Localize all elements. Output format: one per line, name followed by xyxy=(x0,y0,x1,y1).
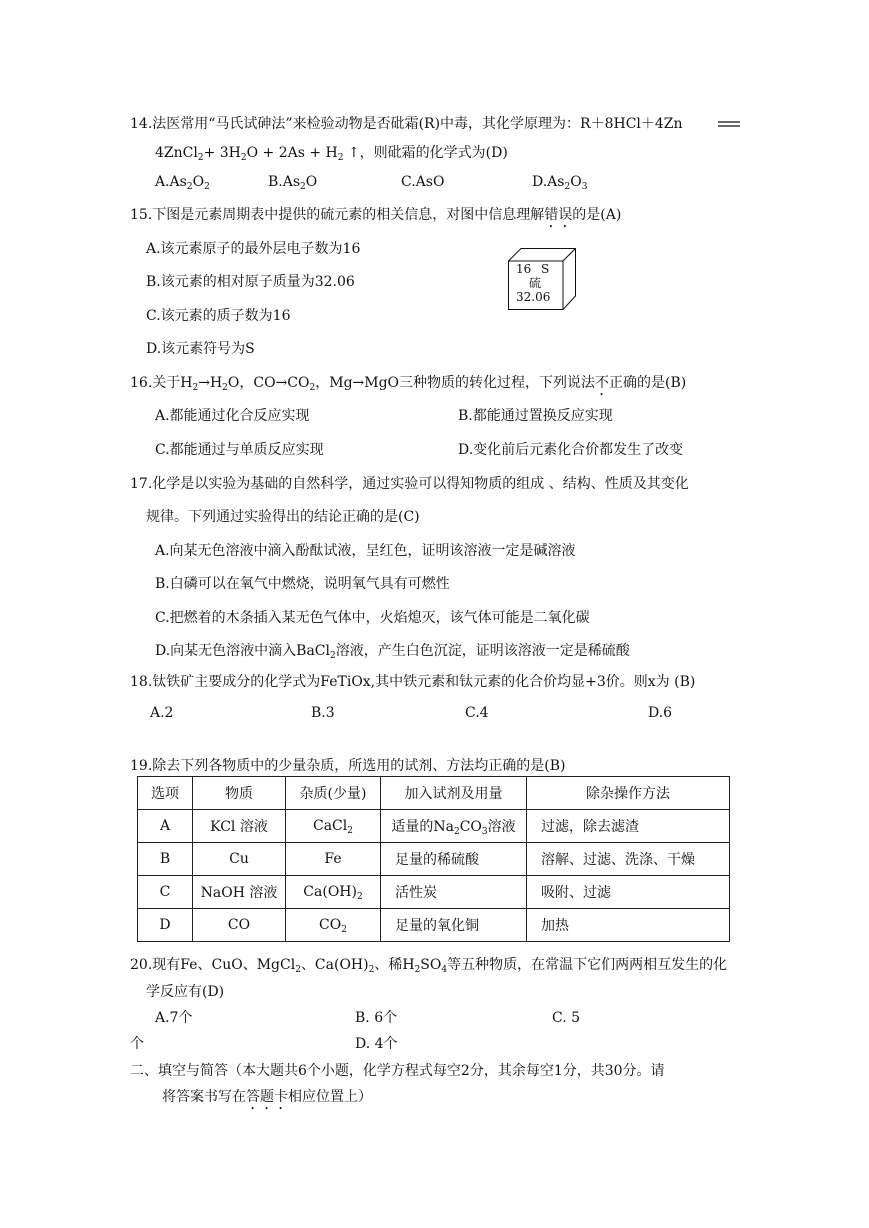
emphasis-text: 错误 xyxy=(544,207,573,223)
table-cell: NaOH 溶液 xyxy=(193,876,286,909)
q20-stem-line1: 20.现有Fe、CuO、MgCl$_2$、$Ca(OH)_2$、稀$H_2SO_4$等五种物质，在常温下它们两两相互发生的化 xyxy=(130,957,728,975)
q20-option-d: D. 4个 xyxy=(355,1036,398,1052)
q14-stem-text: 14.法医常用“马氏试砷法”来检验动物是否砒霜(R)中毒，其化学原理为：R＋8HCl＋4Zn xyxy=(130,116,683,132)
q16-stem: 16.关于$H_2\to H_2O$，$CO\to CO_2$，Mg→MgO三种物质的转化过程，下列说法不正确的是(B) xyxy=(130,375,687,393)
q14-stem-line1 xyxy=(130,114,683,134)
q14-option-d: $D.As_2O_3$ xyxy=(532,174,588,192)
q20-stem-line2: 学反应有(D) xyxy=(146,984,225,1000)
table-cell: 吸附、过滤 xyxy=(527,876,730,909)
table-row xyxy=(138,810,730,843)
q17-stem-line1: 17.化学是以实验为基础的自然科学，通过实验可以得知物质的组成 、结构、性质及其变化 xyxy=(130,476,689,492)
q18-option-b: B.3 xyxy=(311,705,335,721)
header-cell: 除杂操作方法 xyxy=(527,777,730,810)
table-cell: 适量的$Na_2CO_3$溶液 xyxy=(381,810,527,843)
table-cell: CO xyxy=(193,909,286,942)
section-2-instruction: 将答案书写在答题卡相应位置上） xyxy=(162,1089,372,1105)
q17-option-b: B.白磷可以在氧气中燃烧，说明氧气具有可燃性 xyxy=(155,576,450,592)
q14-option-a: $A.As_2O_2$ xyxy=(155,174,210,192)
periodic-element-cell xyxy=(508,248,576,310)
table-cell: KCl 溶液 xyxy=(193,810,286,843)
q16-option-c: C.都能通过与单质反应实现 xyxy=(155,442,324,458)
q20-option-b: B. 6个 xyxy=(355,1010,398,1026)
q18-option-c: C.4 xyxy=(465,705,489,721)
table-cell: $Ca(OH)_2$ xyxy=(286,876,381,909)
table-cell: 活性炭 xyxy=(381,876,527,909)
q15-option-a: A.该元素原子的最外层电子数为16 xyxy=(146,241,361,257)
table-cell: 过滤，除去滤渣 xyxy=(527,810,730,843)
q15-option-c: C.该元素的质子数为16 xyxy=(146,308,291,324)
q14-option-c: C.AsO xyxy=(401,174,445,190)
q17-option-d: D.向某无色溶液中滴入BaCl$_2$溶液，产生白色沉淀，证明该溶液一定是稀硫酸 xyxy=(155,643,630,661)
q17-option-a: A.向某无色溶液中滴入酚酞试液，呈红色，证明该溶液一定是碱溶液 xyxy=(155,543,576,559)
q14-option-b: $B.As_2O$ xyxy=(268,174,318,192)
q14-stem-line2: 4ZnCl$_2$+ $3H_2O + 2As + H_2$ ↑，则砒霜的化学式为(D) xyxy=(155,145,508,163)
header-cell: 杂质(少量) xyxy=(286,777,381,810)
section-2-heading: 二、填空与简答（本大题共6个小题，化学方程式每空2分，其余每空1分，共30分。请 xyxy=(130,1063,665,1079)
table-cell: A xyxy=(138,810,193,843)
q15-option-b: B.该元素的相对原子质量为32.06 xyxy=(146,274,355,290)
table-cell: $CO_2$ xyxy=(286,909,381,942)
table-header-row xyxy=(138,777,730,810)
element-symbol: S xyxy=(541,262,550,276)
table-cell: D xyxy=(138,909,193,942)
q20-option-c: C. 5 xyxy=(552,1010,581,1026)
table-cell: Cu xyxy=(193,843,286,876)
q20-option-a: A.7个 xyxy=(155,1010,193,1026)
header-cell: 选项 xyxy=(138,777,193,810)
q16-option-a: A.都能通过化合反应实现 xyxy=(155,408,310,424)
q19-stem: 19.除去下列各物质中的少量杂质，所选用的试剂、方法均正确的是(B) xyxy=(130,758,566,774)
table-cell: 足量的稀硫酸 xyxy=(381,843,527,876)
table-cell: 足量的氧化铜 xyxy=(381,909,527,942)
q17-option-c: C.把燃着的木条插入某无色气体中，火焰熄灭，该气体可能是二氧化碳 xyxy=(155,610,590,626)
table-row xyxy=(138,909,730,942)
table-row xyxy=(138,876,730,909)
element-mass: 32.06 xyxy=(516,290,551,304)
table-cell: Fe xyxy=(286,843,381,876)
equals-sign-icon xyxy=(718,119,740,129)
impurity-table xyxy=(137,776,730,942)
table-cell: B xyxy=(138,843,193,876)
q15-stem: 15.下图是元素周期表中提供的硫元素的相关信息，对图中信息理解错误的是(A) xyxy=(130,207,622,223)
element-name: 硫 xyxy=(529,276,542,290)
element-number: 16 xyxy=(516,262,532,276)
q20-option-c-wrap: 个 xyxy=(130,1036,144,1052)
q18-stem: 18.钛铁矿主要成分的化学式为FeTiOx,其中铁元素和钛元素的化合价均显+3价。则x为 (B) xyxy=(130,674,696,690)
q18-option-a: A.2 xyxy=(150,705,174,721)
q15-option-d: D.该元素符号为S xyxy=(146,341,255,357)
table-cell: 加热 xyxy=(527,909,730,942)
table-cell: C xyxy=(138,876,193,909)
q16-option-b: B.都能通过置换反应实现 xyxy=(458,408,613,424)
table-cell: 溶解、过滤、洗涤、干燥 xyxy=(527,843,730,876)
q16-option-d: D.变化前后元素化合价都发生了改变 xyxy=(458,442,684,458)
table-cell: CaCl$_2$ xyxy=(286,810,381,843)
header-cell: 加入试剂及用量 xyxy=(381,777,527,810)
emphasis-text: 不 xyxy=(595,375,610,391)
table-row xyxy=(138,843,730,876)
emphasis-text: 答题卡 xyxy=(246,1089,288,1105)
q18-option-d: D.6 xyxy=(648,705,673,721)
header-cell: 物质 xyxy=(193,777,286,810)
q17-stem-line2: 规律。下列通过实验得出的结论正确的是(C) xyxy=(146,509,420,525)
